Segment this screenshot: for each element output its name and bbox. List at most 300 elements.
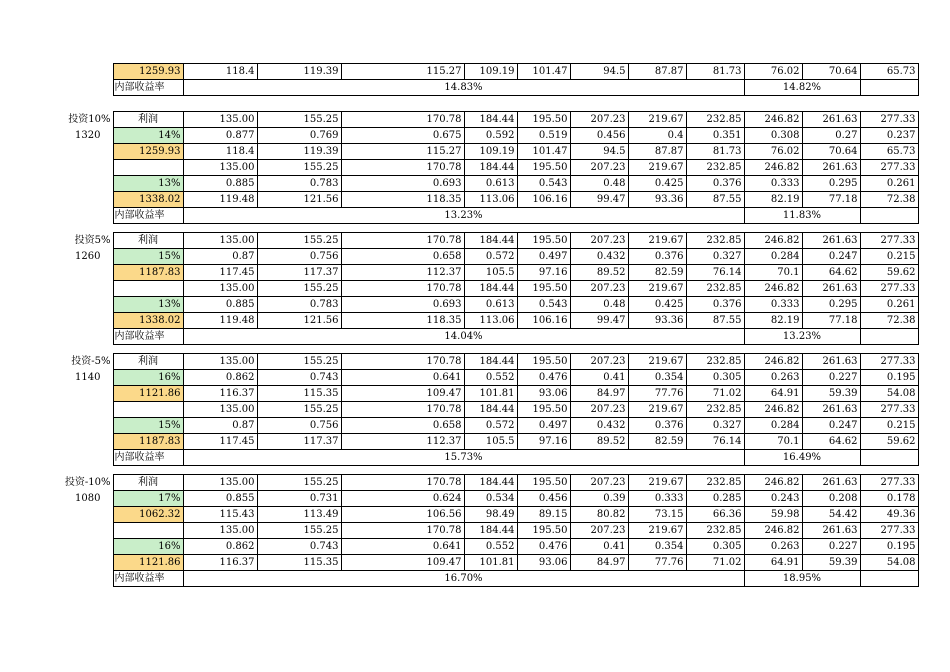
- value-cell[interactable]: 93.36: [628, 192, 686, 208]
- value-cell[interactable]: 115.27: [341, 144, 464, 160]
- value-cell[interactable]: 93.06: [517, 555, 570, 571]
- row-head-cell[interactable]: 16%: [113, 370, 183, 386]
- row-head-cell[interactable]: 1121.86: [113, 555, 183, 571]
- value-cell[interactable]: 0.641: [341, 539, 464, 555]
- row-head-cell[interactable]: 利润: [113, 233, 183, 249]
- value-cell[interactable]: 116.37: [183, 555, 257, 571]
- value-cell[interactable]: 0.376: [628, 418, 686, 434]
- value-cell[interactable]: 0.855: [183, 491, 257, 507]
- irr-value-first[interactable]: 14.83%: [183, 80, 744, 96]
- value-cell[interactable]: 94.5: [570, 144, 628, 160]
- value-cell[interactable]: 232.85: [686, 523, 744, 539]
- value-cell[interactable]: 195.50: [517, 112, 570, 128]
- value-cell[interactable]: 115.27: [341, 64, 464, 80]
- value-cell[interactable]: 109.19: [464, 144, 517, 160]
- row-head-cell[interactable]: [113, 281, 183, 297]
- value-cell[interactable]: 89.52: [570, 265, 628, 281]
- irr-empty-cell[interactable]: [860, 329, 918, 345]
- value-cell[interactable]: 77.18: [802, 313, 860, 329]
- value-cell[interactable]: 117.45: [183, 265, 257, 281]
- row-head-cell[interactable]: 利润: [113, 112, 183, 128]
- value-cell[interactable]: 0.456: [517, 491, 570, 507]
- value-cell[interactable]: 0.552: [464, 539, 517, 555]
- row-head-cell[interactable]: 1259.93: [113, 144, 183, 160]
- value-cell[interactable]: 0.613: [464, 297, 517, 313]
- value-cell[interactable]: 101.81: [464, 555, 517, 571]
- value-cell[interactable]: 0.731: [257, 491, 341, 507]
- row-head-cell[interactable]: 1187.83: [113, 265, 183, 281]
- value-cell[interactable]: 59.39: [802, 386, 860, 402]
- value-cell[interactable]: 207.23: [570, 402, 628, 418]
- value-cell[interactable]: 105.5: [464, 434, 517, 450]
- value-cell[interactable]: 115.35: [257, 555, 341, 571]
- value-cell[interactable]: 0.658: [341, 249, 464, 265]
- value-cell[interactable]: 0.572: [464, 249, 517, 265]
- value-cell[interactable]: 207.23: [570, 112, 628, 128]
- value-cell[interactable]: 77.18: [802, 192, 860, 208]
- value-cell[interactable]: 155.25: [257, 233, 341, 249]
- value-cell[interactable]: 135.00: [183, 160, 257, 176]
- value-cell[interactable]: 87.55: [686, 192, 744, 208]
- value-cell[interactable]: 0.354: [628, 370, 686, 386]
- irr-label[interactable]: 内部收益率: [113, 208, 183, 224]
- value-cell[interactable]: 261.63: [802, 160, 860, 176]
- value-cell[interactable]: 106.56: [341, 507, 464, 523]
- value-cell[interactable]: 219.67: [628, 402, 686, 418]
- value-cell[interactable]: 76.02: [744, 144, 802, 160]
- value-cell[interactable]: 0.756: [257, 249, 341, 265]
- value-cell[interactable]: 119.48: [183, 192, 257, 208]
- value-cell[interactable]: 184.44: [464, 112, 517, 128]
- value-cell[interactable]: 0.333: [744, 176, 802, 192]
- value-cell[interactable]: 0.247: [802, 249, 860, 265]
- value-cell[interactable]: 0.592: [464, 128, 517, 144]
- value-cell[interactable]: 99.47: [570, 313, 628, 329]
- value-cell[interactable]: 117.37: [257, 265, 341, 281]
- irr-value-first[interactable]: 13.23%: [183, 208, 744, 224]
- irr-empty-cell[interactable]: [860, 571, 918, 587]
- value-cell[interactable]: 76.14: [686, 265, 744, 281]
- irr-label[interactable]: 内部收益率: [113, 329, 183, 345]
- value-cell[interactable]: 0.354: [628, 539, 686, 555]
- value-cell[interactable]: 0.261: [860, 176, 918, 192]
- value-cell[interactable]: 113.06: [464, 313, 517, 329]
- value-cell[interactable]: 0.263: [744, 539, 802, 555]
- value-cell[interactable]: 119.39: [257, 144, 341, 160]
- value-cell[interactable]: 0.862: [183, 539, 257, 555]
- value-cell[interactable]: 135.00: [183, 354, 257, 370]
- value-cell[interactable]: 99.47: [570, 192, 628, 208]
- value-cell[interactable]: 219.67: [628, 112, 686, 128]
- value-cell[interactable]: 109.47: [341, 555, 464, 571]
- value-cell[interactable]: 109.47: [341, 386, 464, 402]
- value-cell[interactable]: 207.23: [570, 281, 628, 297]
- value-cell[interactable]: 82.59: [628, 434, 686, 450]
- value-cell[interactable]: 184.44: [464, 160, 517, 176]
- value-cell[interactable]: 0.327: [686, 418, 744, 434]
- value-cell[interactable]: 54.08: [860, 386, 918, 402]
- value-cell[interactable]: 155.25: [257, 475, 341, 491]
- value-cell[interactable]: 59.39: [802, 555, 860, 571]
- value-cell[interactable]: 195.50: [517, 281, 570, 297]
- value-cell[interactable]: 76.14: [686, 434, 744, 450]
- value-cell[interactable]: 112.37: [341, 265, 464, 281]
- value-cell[interactable]: 0.885: [183, 297, 257, 313]
- value-cell[interactable]: 155.25: [257, 354, 341, 370]
- value-cell[interactable]: 0.48: [570, 297, 628, 313]
- value-cell[interactable]: 98.49: [464, 507, 517, 523]
- value-cell[interactable]: 232.85: [686, 475, 744, 491]
- value-cell[interactable]: 195.50: [517, 475, 570, 491]
- row-head-cell[interactable]: 1338.02: [113, 313, 183, 329]
- value-cell[interactable]: 195.50: [517, 233, 570, 249]
- value-cell[interactable]: 93.06: [517, 386, 570, 402]
- value-cell[interactable]: 0.769: [257, 128, 341, 144]
- value-cell[interactable]: 261.63: [802, 523, 860, 539]
- value-cell[interactable]: 246.82: [744, 160, 802, 176]
- value-cell[interactable]: 59.62: [860, 265, 918, 281]
- value-cell[interactable]: 0.476: [517, 370, 570, 386]
- value-cell[interactable]: 118.4: [183, 64, 257, 80]
- value-cell[interactable]: 64.62: [802, 265, 860, 281]
- value-cell[interactable]: 0.885: [183, 176, 257, 192]
- value-cell[interactable]: 0.376: [686, 176, 744, 192]
- value-cell[interactable]: 232.85: [686, 402, 744, 418]
- value-cell[interactable]: 219.67: [628, 233, 686, 249]
- value-cell[interactable]: 195.50: [517, 402, 570, 418]
- value-cell[interactable]: 195.50: [517, 523, 570, 539]
- value-cell[interactable]: 277.33: [860, 475, 918, 491]
- value-cell[interactable]: 0.87: [183, 249, 257, 265]
- value-cell[interactable]: 0.333: [628, 491, 686, 507]
- value-cell[interactable]: 135.00: [183, 523, 257, 539]
- value-cell[interactable]: 84.97: [570, 386, 628, 402]
- value-cell[interactable]: 261.63: [802, 233, 860, 249]
- irr-empty-cell[interactable]: [860, 450, 918, 466]
- value-cell[interactable]: 0.243: [744, 491, 802, 507]
- value-cell[interactable]: 277.33: [860, 523, 918, 539]
- value-cell[interactable]: 0.693: [341, 176, 464, 192]
- value-cell[interactable]: 87.87: [628, 144, 686, 160]
- value-cell[interactable]: 0.4: [628, 128, 686, 144]
- value-cell[interactable]: 80.82: [570, 507, 628, 523]
- value-cell[interactable]: 155.25: [257, 402, 341, 418]
- value-cell[interactable]: 0.263: [744, 370, 802, 386]
- value-cell[interactable]: 65.73: [860, 144, 918, 160]
- value-cell[interactable]: 0.208: [802, 491, 860, 507]
- value-cell[interactable]: 64.91: [744, 386, 802, 402]
- value-cell[interactable]: 184.44: [464, 523, 517, 539]
- value-cell[interactable]: 97.16: [517, 265, 570, 281]
- value-cell[interactable]: 246.82: [744, 233, 802, 249]
- value-cell[interactable]: 87.87: [628, 64, 686, 80]
- value-cell[interactable]: 0.432: [570, 418, 628, 434]
- value-cell[interactable]: 219.67: [628, 475, 686, 491]
- row-head-cell[interactable]: [113, 523, 183, 539]
- irr-value-second[interactable]: 14.82%: [744, 80, 860, 96]
- value-cell[interactable]: 155.25: [257, 112, 341, 128]
- value-cell[interactable]: 170.78: [341, 160, 464, 176]
- value-cell[interactable]: 207.23: [570, 354, 628, 370]
- value-cell[interactable]: 261.63: [802, 354, 860, 370]
- value-cell[interactable]: 0.641: [341, 370, 464, 386]
- value-cell[interactable]: 0.48: [570, 176, 628, 192]
- value-cell[interactable]: 0.543: [517, 297, 570, 313]
- value-cell[interactable]: 101.47: [517, 64, 570, 80]
- value-cell[interactable]: 232.85: [686, 233, 744, 249]
- value-cell[interactable]: 246.82: [744, 112, 802, 128]
- row-head-cell[interactable]: 1062.32: [113, 507, 183, 523]
- value-cell[interactable]: 0.261: [860, 297, 918, 313]
- value-cell[interactable]: 0.87: [183, 418, 257, 434]
- row-head-cell[interactable]: 15%: [113, 249, 183, 265]
- value-cell[interactable]: 261.63: [802, 281, 860, 297]
- value-cell[interactable]: 72.38: [860, 192, 918, 208]
- value-cell[interactable]: 65.73: [860, 64, 918, 80]
- value-cell[interactable]: 0.877: [183, 128, 257, 144]
- irr-label[interactable]: 内部收益率: [113, 571, 183, 587]
- value-cell[interactable]: 0.295: [802, 297, 860, 313]
- value-cell[interactable]: 0.195: [860, 370, 918, 386]
- irr-value-second[interactable]: 16.49%: [744, 450, 860, 466]
- value-cell[interactable]: 70.1: [744, 434, 802, 450]
- value-cell[interactable]: 70.64: [802, 64, 860, 80]
- value-cell[interactable]: 64.91: [744, 555, 802, 571]
- value-cell[interactable]: 0.41: [570, 370, 628, 386]
- row-head-cell[interactable]: 13%: [113, 297, 183, 313]
- value-cell[interactable]: 0.41: [570, 539, 628, 555]
- value-cell[interactable]: 49.36: [860, 507, 918, 523]
- value-cell[interactable]: 170.78: [341, 475, 464, 491]
- value-cell[interactable]: 184.44: [464, 354, 517, 370]
- value-cell[interactable]: 170.78: [341, 354, 464, 370]
- value-cell[interactable]: 0.743: [257, 539, 341, 555]
- value-cell[interactable]: 246.82: [744, 281, 802, 297]
- value-cell[interactable]: 0.783: [257, 176, 341, 192]
- irr-value-first[interactable]: 14.04%: [183, 329, 744, 345]
- value-cell[interactable]: 105.5: [464, 265, 517, 281]
- value-cell[interactable]: 89.52: [570, 434, 628, 450]
- value-cell[interactable]: 0.247: [802, 418, 860, 434]
- value-cell[interactable]: 0.333: [744, 297, 802, 313]
- value-cell[interactable]: 117.45: [183, 434, 257, 450]
- value-cell[interactable]: 0.476: [517, 539, 570, 555]
- value-cell[interactable]: 71.02: [686, 555, 744, 571]
- value-cell[interactable]: 0.215: [860, 249, 918, 265]
- value-cell[interactable]: 71.02: [686, 386, 744, 402]
- value-cell[interactable]: 277.33: [860, 233, 918, 249]
- value-cell[interactable]: 54.08: [860, 555, 918, 571]
- row-head-cell[interactable]: 14%: [113, 128, 183, 144]
- value-cell[interactable]: 119.48: [183, 313, 257, 329]
- value-cell[interactable]: 0.351: [686, 128, 744, 144]
- row-head-cell[interactable]: 15%: [113, 418, 183, 434]
- value-cell[interactable]: 106.16: [517, 313, 570, 329]
- value-cell[interactable]: 0.432: [570, 249, 628, 265]
- value-cell[interactable]: 94.5: [570, 64, 628, 80]
- value-cell[interactable]: 112.37: [341, 434, 464, 450]
- row-head-cell[interactable]: 1121.86: [113, 386, 183, 402]
- irr-value-first[interactable]: 16.70%: [183, 571, 744, 587]
- value-cell[interactable]: 135.00: [183, 233, 257, 249]
- value-cell[interactable]: 0.613: [464, 176, 517, 192]
- value-cell[interactable]: 277.33: [860, 402, 918, 418]
- value-cell[interactable]: 184.44: [464, 402, 517, 418]
- value-cell[interactable]: 89.15: [517, 507, 570, 523]
- value-cell[interactable]: 184.44: [464, 475, 517, 491]
- value-cell[interactable]: 0.693: [341, 297, 464, 313]
- value-cell[interactable]: 135.00: [183, 402, 257, 418]
- value-cell[interactable]: 207.23: [570, 523, 628, 539]
- value-cell[interactable]: 155.25: [257, 160, 341, 176]
- value-cell[interactable]: 76.02: [744, 64, 802, 80]
- value-cell[interactable]: 184.44: [464, 281, 517, 297]
- value-cell[interactable]: 135.00: [183, 112, 257, 128]
- value-cell[interactable]: 207.23: [570, 475, 628, 491]
- value-cell[interactable]: 0.308: [744, 128, 802, 144]
- value-cell[interactable]: 97.16: [517, 434, 570, 450]
- value-cell[interactable]: 0.675: [341, 128, 464, 144]
- value-cell[interactable]: 277.33: [860, 354, 918, 370]
- value-cell[interactable]: 0.519: [517, 128, 570, 144]
- value-cell[interactable]: 82.19: [744, 313, 802, 329]
- irr-empty-cell[interactable]: [860, 80, 918, 96]
- value-cell[interactable]: 170.78: [341, 402, 464, 418]
- value-cell[interactable]: 0.425: [628, 297, 686, 313]
- row-head-cell[interactable]: 1187.83: [113, 434, 183, 450]
- row-head-cell[interactable]: 1259.93: [113, 64, 183, 80]
- value-cell[interactable]: 170.78: [341, 112, 464, 128]
- value-cell[interactable]: 0.572: [464, 418, 517, 434]
- value-cell[interactable]: 82.59: [628, 265, 686, 281]
- value-cell[interactable]: 246.82: [744, 523, 802, 539]
- value-cell[interactable]: 170.78: [341, 281, 464, 297]
- value-cell[interactable]: 121.56: [257, 192, 341, 208]
- value-cell[interactable]: 0.497: [517, 418, 570, 434]
- value-cell[interactable]: 0.285: [686, 491, 744, 507]
- value-cell[interactable]: 118.35: [341, 192, 464, 208]
- value-cell[interactable]: 0.39: [570, 491, 628, 507]
- value-cell[interactable]: 0.284: [744, 418, 802, 434]
- value-cell[interactable]: 277.33: [860, 112, 918, 128]
- value-cell[interactable]: 72.38: [860, 313, 918, 329]
- value-cell[interactable]: 64.62: [802, 434, 860, 450]
- value-cell[interactable]: 81.73: [686, 64, 744, 80]
- irr-empty-cell[interactable]: [860, 208, 918, 224]
- value-cell[interactable]: 82.19: [744, 192, 802, 208]
- value-cell[interactable]: 101.47: [517, 144, 570, 160]
- value-cell[interactable]: 0.237: [860, 128, 918, 144]
- value-cell[interactable]: 0.376: [686, 297, 744, 313]
- value-cell[interactable]: 118.35: [341, 313, 464, 329]
- value-cell[interactable]: 246.82: [744, 402, 802, 418]
- value-cell[interactable]: 87.55: [686, 313, 744, 329]
- value-cell[interactable]: 0.862: [183, 370, 257, 386]
- value-cell[interactable]: 116.37: [183, 386, 257, 402]
- value-cell[interactable]: 232.85: [686, 160, 744, 176]
- value-cell[interactable]: 277.33: [860, 160, 918, 176]
- value-cell[interactable]: 0.456: [570, 128, 628, 144]
- value-cell[interactable]: 184.44: [464, 233, 517, 249]
- value-cell[interactable]: 0.327: [686, 249, 744, 265]
- row-head-cell[interactable]: 利润: [113, 475, 183, 491]
- value-cell[interactable]: 70.64: [802, 144, 860, 160]
- value-cell[interactable]: 155.25: [257, 281, 341, 297]
- value-cell[interactable]: 155.25: [257, 523, 341, 539]
- irr-label[interactable]: 内部收益率: [113, 80, 183, 96]
- value-cell[interactable]: 261.63: [802, 112, 860, 128]
- value-cell[interactable]: 0.227: [802, 539, 860, 555]
- irr-label[interactable]: 内部收益率: [113, 450, 183, 466]
- value-cell[interactable]: 0.543: [517, 176, 570, 192]
- value-cell[interactable]: 0.305: [686, 539, 744, 555]
- value-cell[interactable]: 84.97: [570, 555, 628, 571]
- value-cell[interactable]: 195.50: [517, 354, 570, 370]
- value-cell[interactable]: 73.15: [628, 507, 686, 523]
- value-cell[interactable]: 0.425: [628, 176, 686, 192]
- irr-value-second[interactable]: 11.83%: [744, 208, 860, 224]
- value-cell[interactable]: 0.376: [628, 249, 686, 265]
- value-cell[interactable]: 0.284: [744, 249, 802, 265]
- value-cell[interactable]: 170.78: [341, 523, 464, 539]
- value-cell[interactable]: 135.00: [183, 281, 257, 297]
- row-head-cell[interactable]: [113, 160, 183, 176]
- value-cell[interactable]: 81.73: [686, 144, 744, 160]
- value-cell[interactable]: 0.658: [341, 418, 464, 434]
- value-cell[interactable]: 77.76: [628, 386, 686, 402]
- value-cell[interactable]: 0.295: [802, 176, 860, 192]
- value-cell[interactable]: 0.27: [802, 128, 860, 144]
- value-cell[interactable]: 0.624: [341, 491, 464, 507]
- value-cell[interactable]: 118.4: [183, 144, 257, 160]
- row-head-cell[interactable]: 1338.02: [113, 192, 183, 208]
- irr-value-first[interactable]: 15.73%: [183, 450, 744, 466]
- value-cell[interactable]: 0.552: [464, 370, 517, 386]
- value-cell[interactable]: 0.743: [257, 370, 341, 386]
- value-cell[interactable]: 101.81: [464, 386, 517, 402]
- irr-value-second[interactable]: 13.23%: [744, 329, 860, 345]
- value-cell[interactable]: 261.63: [802, 475, 860, 491]
- value-cell[interactable]: 59.62: [860, 434, 918, 450]
- value-cell[interactable]: 115.43: [183, 507, 257, 523]
- value-cell[interactable]: 0.783: [257, 297, 341, 313]
- value-cell[interactable]: 219.67: [628, 160, 686, 176]
- value-cell[interactable]: 66.36: [686, 507, 744, 523]
- value-cell[interactable]: 246.82: [744, 475, 802, 491]
- value-cell[interactable]: 135.00: [183, 475, 257, 491]
- value-cell[interactable]: 117.37: [257, 434, 341, 450]
- value-cell[interactable]: 115.35: [257, 386, 341, 402]
- row-head-cell[interactable]: 利润: [113, 354, 183, 370]
- row-head-cell[interactable]: [113, 402, 183, 418]
- value-cell[interactable]: 0.305: [686, 370, 744, 386]
- value-cell[interactable]: 232.85: [686, 281, 744, 297]
- value-cell[interactable]: 219.67: [628, 354, 686, 370]
- value-cell[interactable]: 59.98: [744, 507, 802, 523]
- row-head-cell[interactable]: 16%: [113, 539, 183, 555]
- value-cell[interactable]: 170.78: [341, 233, 464, 249]
- value-cell[interactable]: 195.50: [517, 160, 570, 176]
- value-cell[interactable]: 70.1: [744, 265, 802, 281]
- value-cell[interactable]: 0.195: [860, 539, 918, 555]
- value-cell[interactable]: 77.76: [628, 555, 686, 571]
- value-cell[interactable]: 0.497: [517, 249, 570, 265]
- value-cell[interactable]: 207.23: [570, 233, 628, 249]
- value-cell[interactable]: 109.19: [464, 64, 517, 80]
- value-cell[interactable]: 219.67: [628, 281, 686, 297]
- value-cell[interactable]: 232.85: [686, 112, 744, 128]
- value-cell[interactable]: 121.56: [257, 313, 341, 329]
